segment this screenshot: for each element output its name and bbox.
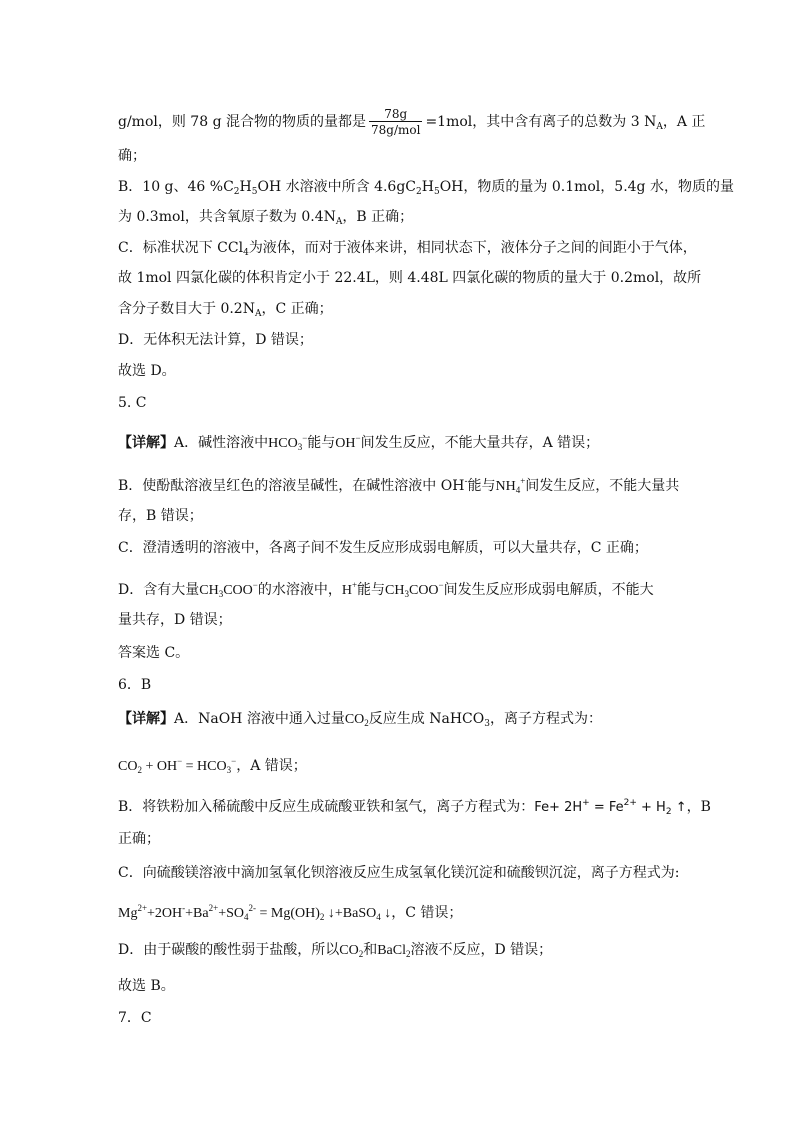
text: CO: [339, 943, 359, 958]
text: CO: [118, 759, 138, 774]
subscript: A: [335, 217, 343, 227]
text: 反应生成 NaHCO: [368, 711, 485, 727]
superscript: 2+: [208, 903, 219, 913]
text: BaCl: [377, 943, 406, 958]
superscript: −: [302, 433, 308, 443]
line-21: C．向硫酸镁溶液中滴加氢氧化钡溶液反应生成氢氧化镁沉淀和硫酸钡沉淀，离子方程式为:: [118, 865, 680, 881]
equation: [118, 756, 237, 775]
text: ，B: [686, 799, 711, 815]
text: 间发生反应形成弱电解质，不能大: [443, 582, 654, 598]
text: 间发生反应，不能大量共: [525, 478, 680, 494]
detail-tag: 【详解】: [118, 711, 174, 727]
subscript: 3: [297, 442, 303, 452]
text: ，A 正: [662, 114, 706, 130]
text: 能与: [307, 435, 336, 451]
subscript: 2: [137, 765, 142, 775]
superscript: -: [464, 477, 468, 487]
text: OH 水溶液中所含 4.6gC: [257, 179, 417, 195]
text: Mg: [118, 906, 138, 921]
line-3: [118, 177, 734, 202]
question-7-answer: 7．C: [118, 1010, 152, 1026]
superscript: 2-: [248, 903, 256, 913]
text: 间发生反应，不能大量共存，A 错误；: [360, 435, 600, 451]
equation: [534, 800, 686, 815]
fraction-numerator: 78g: [384, 107, 408, 121]
text: C．标准状况下 CCl: [118, 240, 244, 256]
text: H: [341, 583, 352, 598]
text: ，离子方程式为：: [489, 711, 602, 727]
formula: [335, 433, 361, 451]
text: =1mol，其中含有离子的总数为 3 N: [425, 114, 657, 130]
text: CH: [199, 583, 219, 598]
formula: [339, 943, 363, 958]
text: ↓+BaSO: [324, 906, 377, 921]
text: COO: [223, 583, 253, 598]
subscript: A: [254, 309, 262, 319]
text: ，B 正确；: [342, 209, 414, 225]
text: H: [421, 179, 434, 195]
detail-tag: 【详解】: [118, 435, 174, 451]
superscript: −: [252, 580, 258, 590]
line-18: [118, 751, 702, 780]
text: ，A 错误；: [236, 758, 307, 774]
text: CO: [344, 712, 365, 727]
line-2: 确；: [118, 148, 146, 164]
superscript: +: [351, 580, 358, 590]
formula: [385, 580, 444, 599]
text: +Ba: [185, 906, 209, 921]
subscript: 3: [484, 719, 490, 729]
text: A．NaOH 溶液中通入过量: [174, 711, 345, 727]
superscript: +: [520, 476, 526, 486]
line-14: [118, 575, 702, 604]
text: A．碱性溶液中: [174, 435, 269, 451]
text: = Fe: [589, 800, 624, 815]
superscript: +: [582, 798, 590, 808]
line-16: 答案选 C。: [118, 645, 190, 661]
text: COO: [408, 583, 439, 598]
text: 为 0.3mol，共含氧原子数为 0.4N: [118, 209, 336, 225]
text: ↑: [671, 800, 687, 815]
line-1: [118, 107, 706, 141]
text: ，C 正确；: [261, 301, 333, 317]
formula: [199, 580, 258, 599]
text: OH，物质的量为 0.1mol，5.4g 水，物质的量: [439, 179, 734, 195]
line-23: [118, 940, 702, 964]
text: B．10 g、46 %C: [118, 179, 234, 195]
subscript: 2: [233, 187, 240, 197]
text: g/mol，则 78 g 混合物的物质的量都是: [118, 114, 366, 130]
subscript: A: [656, 122, 663, 132]
subscript: 5: [251, 187, 258, 197]
text: 含分子数目大于 0.2N: [118, 301, 255, 317]
line-12: 存，B 错误；: [118, 508, 203, 524]
formula: [495, 476, 526, 495]
text: B．将铁粉加入稀硫酸中反应生成硫酸亚铁和氢气，离子方程式为：: [118, 799, 535, 815]
line-9: 故选 D。: [118, 363, 176, 379]
subscript: 2: [416, 187, 422, 197]
question-5-answer: 5. C: [118, 395, 147, 411]
subscript: 2: [358, 949, 364, 959]
text: D．含有大量: [118, 582, 200, 598]
text: = Mg(OH): [255, 906, 320, 921]
line-17: [118, 709, 702, 734]
line-20: 正确；: [118, 831, 160, 847]
subscript: 3: [404, 589, 409, 599]
text: + OH: [141, 759, 178, 774]
line-6: 故 1mol 四氯化碳的体积肯定小于 22.4L，则 4.48L 四氯化碳的物质的量大于 0.2mol，故所: [118, 270, 702, 286]
question-6-answer: 6．B: [118, 677, 152, 693]
subscript: 2: [319, 912, 325, 922]
superscript: 2+: [623, 798, 637, 808]
line-4: [118, 207, 702, 232]
subscript: 3: [218, 589, 224, 599]
text: 和: [363, 942, 378, 958]
subscript: 5: [433, 187, 440, 197]
formula: [345, 712, 369, 727]
text: 为液体，而对于液体来讲，相同状态下，液体分子之间的间距小于气体，: [248, 240, 697, 256]
superscript: 2+: [137, 903, 148, 913]
text: 能与: [467, 478, 496, 494]
line-10: [118, 428, 702, 457]
subscript: 4: [243, 912, 249, 922]
text: ，C 错误；: [391, 905, 463, 921]
fraction: [369, 107, 422, 137]
subscript: 4: [515, 485, 521, 495]
text: 能与: [357, 582, 386, 598]
line-22: [118, 898, 702, 927]
fraction-denominator: 78g/mol: [371, 123, 421, 137]
line-13: C．澄清透明的溶液中，各离子间不发生反应形成弱电解质，可以大量共存，C 正确；: [118, 540, 648, 556]
superscript: -: [182, 903, 186, 913]
formula: [268, 433, 308, 452]
text: D．由于碳酸的酸性弱于盐酸，所以: [118, 942, 340, 958]
superscript: −: [438, 580, 444, 590]
line-11: [118, 471, 702, 500]
subscript: 2: [405, 949, 411, 959]
text: H: [239, 179, 252, 195]
text: 的水溶液中，: [257, 582, 342, 598]
text: = HCO: [182, 759, 227, 774]
subscript: 4: [243, 248, 249, 258]
text: OH: [335, 436, 356, 451]
subscript: 3: [226, 765, 232, 775]
text: 溶液不反应，D 错误；: [410, 942, 553, 958]
line-7: [118, 299, 702, 324]
equation: [118, 903, 392, 922]
text: NH: [495, 479, 516, 494]
line-19: [118, 793, 711, 822]
text: HCO: [268, 436, 298, 451]
formula: [341, 580, 358, 598]
text: B．使酚酞溶液呈红色的溶液呈碱性，在碱性溶液中 OH: [118, 478, 465, 494]
text: + H: [636, 800, 666, 815]
text: CH: [385, 583, 405, 598]
text: +2OH: [147, 906, 183, 921]
text: Fe+ 2H: [534, 800, 583, 815]
line-24: 故选 B。: [118, 978, 175, 994]
line-5: [118, 238, 702, 263]
superscript: −: [231, 756, 237, 766]
line-8: D．无体积无法计算，D 错误；: [118, 332, 313, 348]
superscript: −: [177, 756, 183, 766]
subscript: 2: [665, 807, 672, 817]
superscript: −: [355, 433, 361, 443]
line-15: 量共存，D 错误；: [118, 612, 232, 628]
text: ↓: [380, 906, 392, 921]
formula: [377, 943, 410, 958]
text: +SO: [218, 906, 244, 921]
subscript: 4: [376, 912, 381, 922]
subscript: 2: [364, 718, 369, 728]
